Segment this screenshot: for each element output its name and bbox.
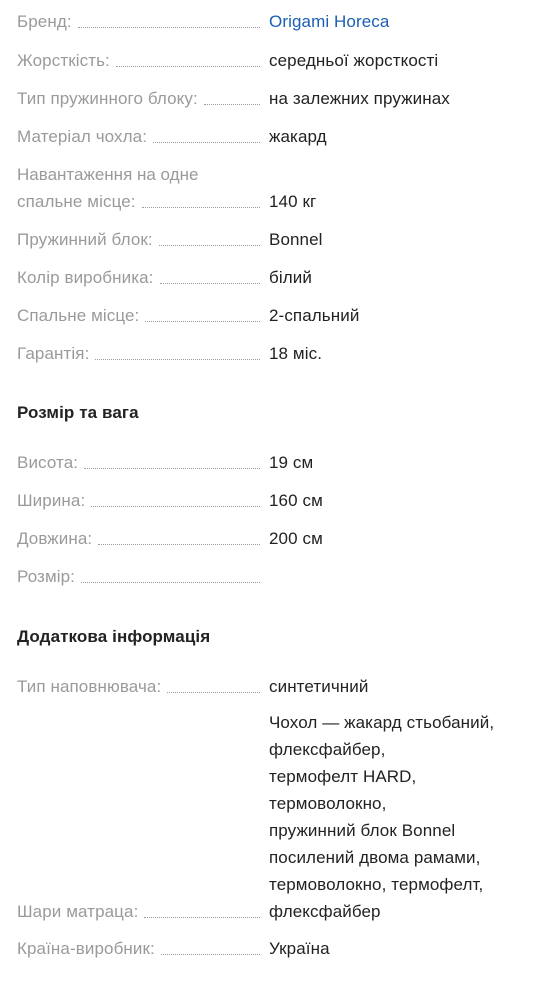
dotted-leader	[145, 320, 260, 322]
spec-label-country: Країна-виробник:	[17, 939, 155, 958]
spec-label-layers: Шари матраца:	[17, 902, 139, 921]
spec-value-load: 140 кг	[269, 192, 317, 211]
dotted-leader	[84, 467, 260, 469]
spec-value-layers: Чохол — жакард стьобаний, флексфайбер, термофелт HARD, термоволокно, пружинний блок Bonnel посилений двома рамами, термоволокно, термофелт, флексфайбер	[269, 713, 495, 921]
brand-link[interactable]: Origami Horeca	[269, 12, 390, 31]
spec-value-height: 19 см	[269, 453, 314, 472]
spec-row-color	[0, 264, 544, 291]
spec-label-brand: Бренд:	[17, 12, 72, 31]
spec-row-load	[0, 161, 544, 215]
dotted-leader	[167, 691, 260, 693]
spec-row-spring-type	[0, 85, 544, 112]
spec-row-cover-material	[0, 123, 544, 150]
spec-row-country	[0, 935, 544, 962]
section-heading-additional-info: Додаткова інформація	[17, 627, 211, 646]
spec-row-filler	[0, 673, 544, 700]
dotted-leader	[153, 141, 260, 143]
spec-row-spring-block	[0, 226, 544, 253]
spec-label-load-line2: спальне місце:	[17, 192, 136, 211]
spec-label-width: Ширина:	[17, 491, 86, 510]
spec-row-width	[0, 487, 544, 514]
spec-label-color: Колір виробника:	[17, 268, 154, 287]
spec-row-size	[0, 563, 544, 590]
spec-label-length: Довжина:	[17, 529, 93, 548]
spec-label-warranty: Гарантія:	[17, 344, 90, 363]
spec-label-height: Висота:	[17, 453, 79, 472]
dotted-leader	[161, 953, 260, 955]
spec-value-color: білий	[269, 268, 312, 287]
dotted-leader	[98, 543, 260, 545]
spec-value-length: 200 см	[269, 529, 323, 548]
spec-label-cover-material: Матеріал чохла:	[17, 127, 148, 146]
spec-value-spring-type: на залежних пружинах	[269, 89, 450, 108]
dotted-leader	[204, 103, 260, 105]
spec-row-height	[0, 449, 544, 476]
dotted-leader	[95, 358, 260, 360]
spec-value-width: 160 см	[269, 491, 323, 510]
spec-label-spring-block: Пружинний блок:	[17, 230, 153, 249]
spec-label-sleeping-place: Спальне місце:	[17, 306, 140, 325]
spec-value-sleeping-place: 2-спальний	[269, 306, 360, 325]
dotted-leader	[81, 581, 260, 583]
spec-row-firmness	[0, 47, 544, 74]
dotted-leader	[144, 916, 260, 918]
section-heading-size-weight: Розмір та вага	[17, 403, 139, 422]
spec-label-size: Розмір:	[17, 567, 75, 586]
spec-row-length	[0, 525, 544, 552]
dotted-leader	[116, 65, 260, 67]
spec-value-filler: синтетичний	[269, 677, 369, 696]
dotted-leader	[160, 282, 260, 284]
spec-label-load-line1: Навантаження на одне	[17, 165, 199, 184]
dotted-leader	[91, 505, 260, 507]
spec-value-country: Україна	[269, 939, 330, 958]
dotted-leader	[142, 206, 260, 208]
spec-value-cover-material: жакард	[269, 127, 327, 146]
spec-row-warranty	[0, 340, 544, 367]
spec-label-firmness: Жорсткість:	[17, 51, 110, 70]
spec-value-spring-block: Bonnel	[269, 230, 323, 249]
spec-value-firmness: середньої жорсткості	[269, 51, 439, 70]
dotted-leader	[159, 244, 260, 246]
spec-row-brand	[0, 8, 544, 35]
spec-value-warranty: 18 міс.	[269, 344, 323, 363]
spec-label-spring-type: Тип пружинного блоку:	[17, 89, 198, 108]
spec-label-filler: Тип наповнювача:	[17, 677, 162, 696]
spec-row-layers	[0, 711, 544, 925]
dotted-leader	[78, 26, 260, 28]
spec-row-sleeping-place	[0, 302, 544, 329]
